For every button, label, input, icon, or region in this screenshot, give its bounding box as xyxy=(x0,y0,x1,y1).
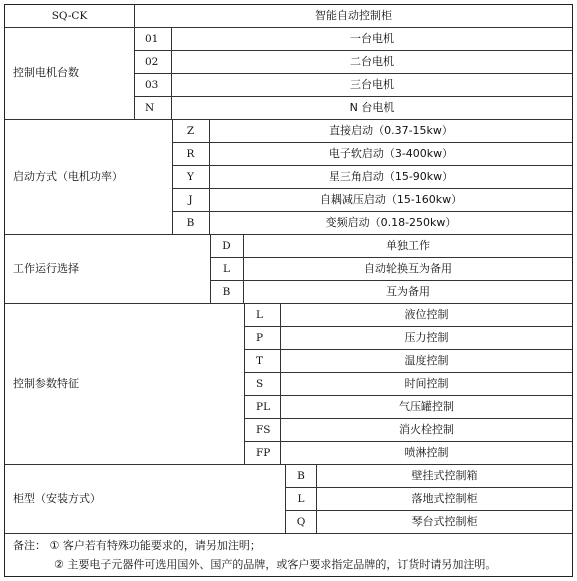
row-desc: 温度控制 xyxy=(404,354,449,367)
row-code: T xyxy=(256,355,264,367)
row-code: J xyxy=(188,194,193,206)
row-code: B xyxy=(186,217,195,229)
row-desc: 二台电机 xyxy=(350,55,394,68)
row-desc: 落地式控制柜 xyxy=(411,492,478,505)
row-code: P xyxy=(256,332,264,344)
rule xyxy=(5,533,572,534)
row-desc: 变频启动（0.18-250kw） xyxy=(325,216,457,229)
rule xyxy=(172,142,572,143)
rule xyxy=(210,280,572,281)
row-desc: 气压罐控制 xyxy=(399,400,454,413)
rule xyxy=(134,50,572,51)
rule xyxy=(244,372,572,373)
rule xyxy=(244,441,572,442)
rule xyxy=(244,326,572,327)
group-label: 柜型（安装方式） xyxy=(13,492,101,505)
table-title: 智能自动控制柜 xyxy=(315,9,392,22)
note-line-2: ② 主要电子元器件可选用国外、国产的品牌，或客户要求指定品牌的，订货时请另加注明。 xyxy=(54,558,497,571)
rule xyxy=(172,211,572,212)
row-desc: 壁挂式控制箱 xyxy=(411,469,478,482)
row-desc: 三台电机 xyxy=(350,78,394,91)
group-label: 启动方式（电机功率） xyxy=(13,170,123,183)
rule xyxy=(285,487,572,488)
rule xyxy=(244,303,245,464)
row-desc: 琴台式控制柜 xyxy=(411,515,478,528)
row-desc: N 台电机 xyxy=(349,101,395,114)
row-code: Q xyxy=(296,516,306,528)
row-desc: 电子软启动（3-400kw） xyxy=(328,147,454,160)
rule xyxy=(210,257,572,258)
row-code: B xyxy=(297,470,305,482)
row-desc: 互为备用 xyxy=(386,285,430,298)
spec-table xyxy=(4,4,573,577)
rule xyxy=(134,96,572,97)
row-desc: 压力控制 xyxy=(404,331,449,344)
rule xyxy=(5,464,572,465)
row-desc: 单独工作 xyxy=(386,239,430,252)
model-code: SQ-CK xyxy=(51,10,88,22)
group-label: 控制电机台数 xyxy=(13,66,79,79)
rule xyxy=(5,27,572,28)
rule xyxy=(5,303,572,304)
group-label: 工作运行选择 xyxy=(13,262,79,275)
row-code: S xyxy=(256,378,264,390)
row-desc: 液位控制 xyxy=(404,308,449,321)
row-desc: 直接启动（0.37-15kw） xyxy=(329,124,453,137)
row-code: N xyxy=(145,102,155,114)
row-desc: 喷淋控制 xyxy=(404,446,449,459)
row-desc: 时间控制 xyxy=(404,377,449,390)
rule xyxy=(244,418,572,419)
rule xyxy=(5,119,572,120)
row-code: 02 xyxy=(145,56,159,68)
row-code: FP xyxy=(256,447,271,459)
rule xyxy=(134,73,572,74)
row-code: D xyxy=(222,240,231,252)
row-desc: 消火栓控制 xyxy=(399,423,454,436)
note-line-1: 备注： ① 客户若有特殊功能要求的，请另加注明； xyxy=(13,539,261,552)
row-code: 01 xyxy=(145,33,159,45)
rule xyxy=(172,165,572,166)
row-desc: 一台电机 xyxy=(350,32,394,45)
row-code: L xyxy=(256,309,263,321)
row-code: R xyxy=(186,148,195,160)
rule xyxy=(5,234,572,235)
row-desc: 自动轮换互为备用 xyxy=(364,262,452,275)
row-code: FS xyxy=(256,424,271,436)
rule xyxy=(285,510,572,511)
row-code: PL xyxy=(256,401,271,413)
row-code: B xyxy=(222,286,231,298)
row-code: L xyxy=(297,493,305,505)
row-code: L xyxy=(223,263,230,275)
rule xyxy=(244,349,572,350)
group-label: 控制参数特征 xyxy=(13,377,79,390)
row-desc: 自耦减压启动（15-160kw） xyxy=(319,193,463,206)
row-code: 03 xyxy=(145,79,159,91)
rule xyxy=(244,395,572,396)
rule xyxy=(172,188,572,189)
row-code: Y xyxy=(187,171,194,183)
row-desc: 星三角启动（15-90kw） xyxy=(328,170,454,183)
row-code: Z xyxy=(186,125,195,137)
